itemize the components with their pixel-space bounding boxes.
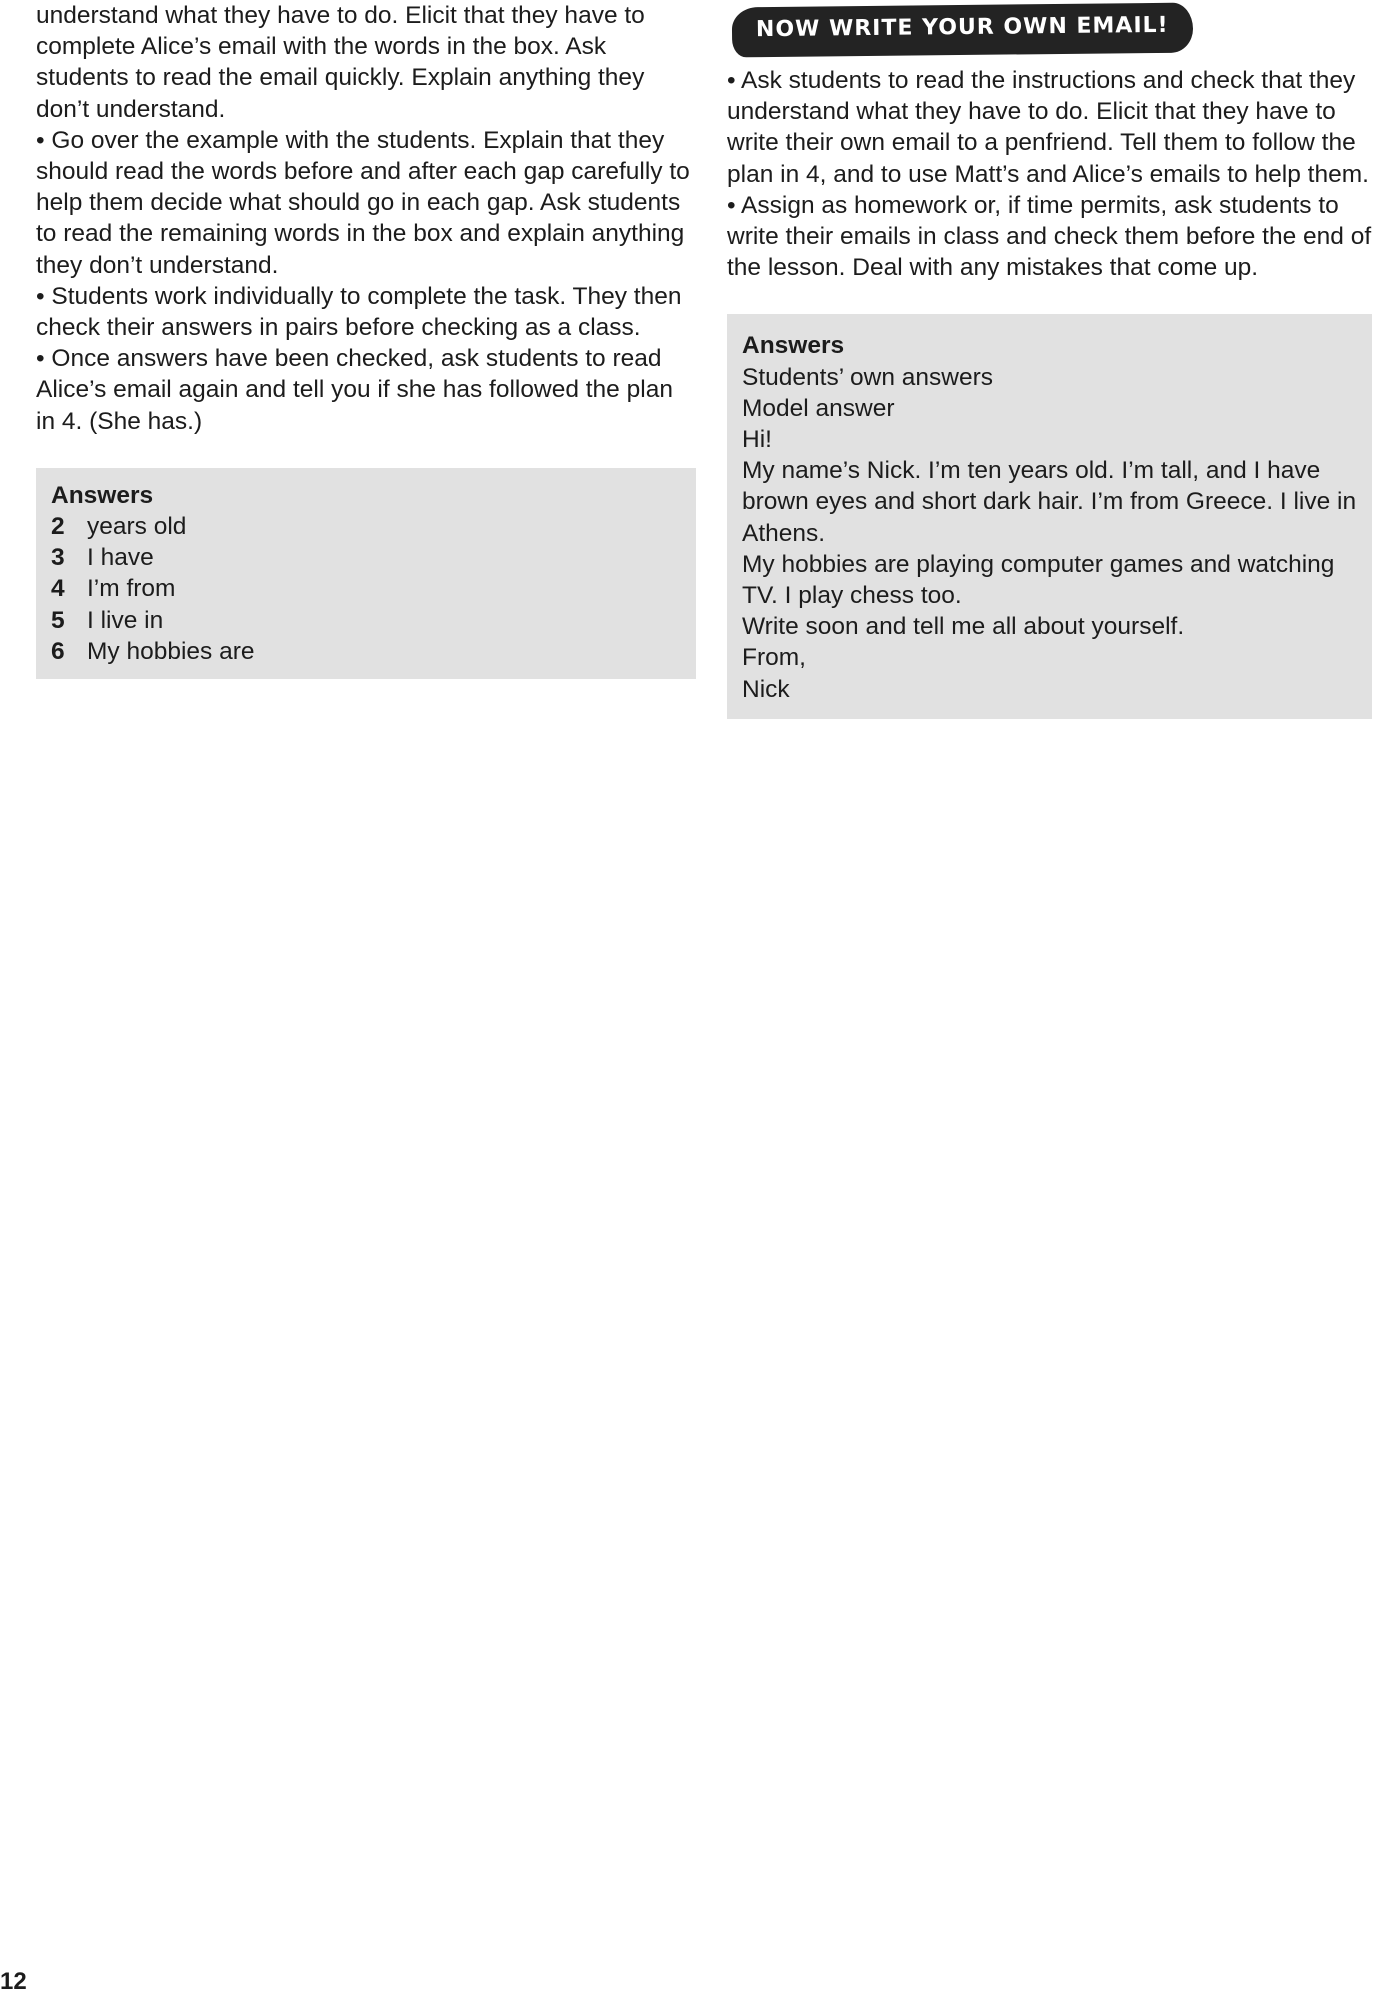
- answer-item: [51, 511, 682, 542]
- right-column: [727, 0, 1372, 719]
- answer-text: years old: [87, 513, 187, 541]
- instruction-bullet: • Assign as homework or, if time permits, ask students to write their emails in class and check them before the end of the lesson. Deal with any mistakes that come up.: [727, 191, 1372, 282]
- answer-number: 6: [51, 637, 65, 665]
- answer-text: I live in: [87, 606, 164, 634]
- answer-line: Students’ own answers: [742, 363, 994, 391]
- email-body-line: Write soon and tell me all about yourself.: [742, 613, 1185, 641]
- left-column: [36, 0, 696, 679]
- answer-number: 5: [51, 606, 65, 634]
- answer-number: 3: [51, 544, 65, 572]
- answer-text: I’m from: [87, 575, 176, 603]
- instruction-bullet: • Once answers have been checked, ask students to read Alice’s email again and tell you if she has followed the plan in 4. (She has.): [36, 345, 673, 435]
- answer-number: 2: [51, 513, 65, 541]
- email-signoff: From,: [742, 644, 806, 672]
- answers-heading: Answers: [51, 481, 154, 509]
- page-number: 12: [0, 1968, 27, 1995]
- instruction-bullet: • Ask students to read the instructions and check that they understand what they have to do. Elicit that they have to write their own email to a penfriend. Tell them to follow the plan in 4, and to use Matt’s and Alice’s emails to help them.: [727, 67, 1369, 188]
- answers-box: [727, 314, 1372, 718]
- answer-line: Model answer: [742, 394, 895, 422]
- instruction-bullet: • Students work individually to complete the task. They then check their answers in pairs before checking as a class.: [36, 282, 682, 342]
- answer-item: [51, 542, 682, 573]
- email-signature: Nick: [742, 675, 790, 703]
- answer-text: My hobbies are: [87, 637, 255, 665]
- answers-box: [36, 468, 696, 679]
- email-greeting: Hi!: [742, 426, 772, 454]
- intro-paragraph: understand what they have to do. Elicit that they have to complete Alice’s email with the words in the box. Ask students to read the email quickly. Explain anything they don’t understand.: [36, 2, 645, 123]
- answer-item: [51, 636, 682, 667]
- answer-item: [51, 605, 682, 636]
- answers-heading: Answers: [742, 332, 845, 360]
- email-body-line: My hobbies are playing computer games and watching TV. I play chess too.: [742, 550, 1335, 610]
- instruction-bullet: • Go over the example with the students. Explain that they should read the words before and after each gap carefully to help them decide what should go in each gap. Ask students to read the remaining words in the box and explain anything they don’t understand.: [36, 126, 690, 279]
- answer-text: I have: [87, 544, 154, 572]
- section-heading-banner: NOW WRITE YOUR OWN EMAIL!: [732, 3, 1193, 58]
- answer-item: [51, 573, 682, 604]
- answer-number: 4: [51, 575, 65, 603]
- email-body-line: My name’s Nick. I’m ten years old. I’m tall, and I have brown eyes and short dark hair. I’m from Greece. I live in Athens.: [742, 457, 1357, 547]
